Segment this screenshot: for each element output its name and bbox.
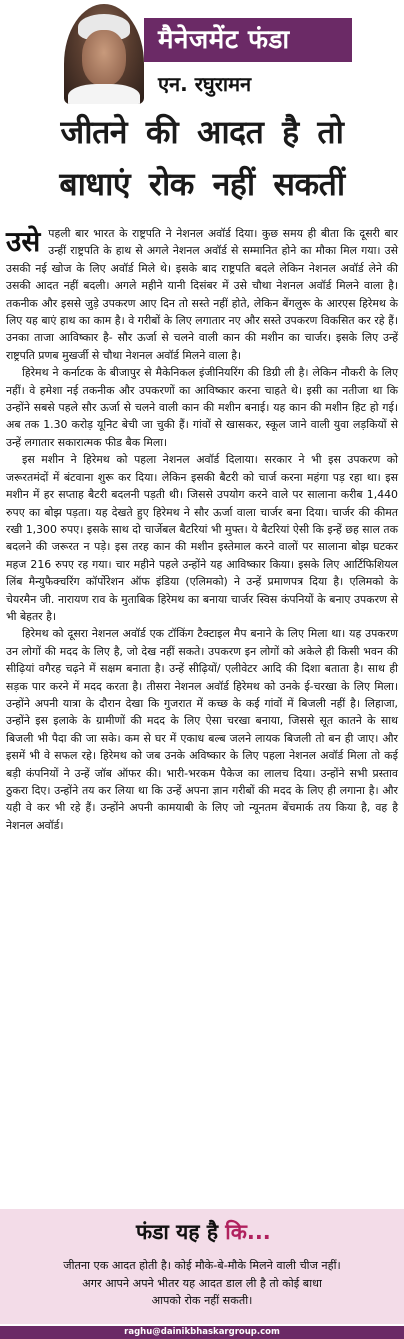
funda-title-ki: कि... xyxy=(225,1220,271,1244)
author-photo xyxy=(64,4,144,104)
funda-title xyxy=(136,1218,271,1246)
funda-line-1: जीतना एक आदत होती है। कोई मौके-बे-मौके मिलने वाली चीज नहीं। xyxy=(63,1259,341,1272)
paragraph-text: पहली बार भारत के राष्ट्रपति ने नेशनल अवॉर्ड दिया। कुछ समय ही बीता कि दूसरी बार उन्हीं राष्ट्रपति के हाथ से अगले नेशनल अवॉर्ड से सम्मानित होने का मौका मिल गया। उसे उसकी नई खोज के लिए अवॉर्ड मिले थे। इसके बाद राष्ट्रपति बदले लेकिन नेशनल अवॉर्ड लेने की उसकी आदत नहीं बदली। अगले महीने यानी दिसंबर में उसे चौथा नेशनल अवॉर्ड मिलने वाला है। तकनीक और इससे जुड़े उपकरण आए दिन तो सस्ते नहीं होते, लेकिन बेंगलुरू के आरएस हिरेमथ के लिए यह बाएं हाथ का काम है। वे गरीबों के लिए लगातार नए और सस्ते उपकरण विकसित कर रहे हैं। उनका ताजा आविष्कार है- सौर ऊर्जा से चलने वाली कान की मशीन का चार्जर। इसके लिए उन्हें राष्ट्रपति प्रणब मुखर्जी से चौथा नेशनल अवॉर्ड मिलने वाला है। xyxy=(6,227,398,362)
article-paragraph: हिरेमथ ने कर्नाटक के बीजापुर से मैकेनिकल इंजीनियरिंग की डिग्री ली है। लेकिन नौकरी के लिए नहीं। वे हमेशा नई तकनीक और उपकरणों का आविष्कार करना चाहते थे। इसी का नतीजा था कि उन्होंने सबसे पहले सौर ऊर्जा से चलने वाली कान की मशीन बनाई। यह कान की मशीन हिट हो गई। अब तक 1.30 करोड़ यूनिट बेची जा चुकी हैं। गांवों से खासकर, स्कूल जाने वाली युवा लड़कियों से उन्हें लगातार सकारात्मक फीड बैक मिला। xyxy=(6,366,398,449)
headline-line-1: जीतने की आदत है तो xyxy=(60,113,344,151)
article-paragraph: हिरेमथ को दूसरा नेशनल अवॉर्ड एक टॉकिंग टैक्टाइल मैप बनाने के लिए मिला था। यह उपकरण उन लोगों की मदद के लिए है, जो देख नहीं सकते। उपकरण इन लोगों को अकेले ही किसी भवन की सीढ़ियां वगैरह चढ़ने में सक्षम बनाता है। उन्हें सीढ़ियों/ एलीवेटर आदि की दिशा बताता है। साथ ही सड़क पार करने में मदद करता है। तीसरा नेशनल अवॉर्ड हिरेमथ को उनके ई-चरखा के लिए मिला। उन्होंने अपनी यात्रा के दौरान देखा कि गुजरात में कच्छ के कई गांवों में बिजली नहीं है। लिहाजा, उन्होंने इस इलाके के ग्रामीणों की मदद के लिए ऐसा चरखा बनाया, जिससे सूत कातने के साथ बिजली भी पैदा की जा सके। कम से घर में एकाध बल्ब जलने लायक बिजली तो बन ही जाए। और इसमें भी वे सफल रहे। हिरेमथ को जब उनके अविष्कार के लिए पहला नेशनल अवॉर्ड मिला तो कई बड़ी कंपनियों ने उन्हें जॉब ऑफर की। भारी-भरकम पैकेज का लालच दिया। उन्होंने सभी प्रस्ताव ठुकरा दिए। उन्होंने तय कर लिया था कि उन्हें अपना ज्ञान गरीबों की मदद के लिए ही लगाना है। और यही वे कर भी रहे हैं। उन्होंने अपनी कामयाबी के लिए जो न्यूनतम बेंचमार्क तय किया है, वह है नेशनल अवॉर्ड। xyxy=(6,627,398,832)
funda-title-prefix: फंडा यह है xyxy=(136,1220,226,1244)
column-title: मैनेजमेंट फंडा xyxy=(144,18,352,62)
article-body xyxy=(6,225,398,834)
headline xyxy=(0,106,404,210)
column-header xyxy=(0,0,404,108)
funda-text xyxy=(0,1257,404,1310)
article-paragraph: इस मशीन ने हिरेमथ को पहला नेशनल अवॉर्ड दिलाया। सरकार ने भी इस उपकरण को जरूरतमंदों में बंटवाना शुरू कर दिया। लेकिन इसकी बैटरी को चार्ज करना महंगा पड़ रहा था। इस मशीन में हर सप्ताह बैटरी बदलनी पड़ती थी। जिससे उपयोग करने वाले पर सालाना करीब 1,440 रुपए का बोझ पड़ता। यह देखते हुए हिरेमथ ने सौर ऊर्जा वाला चार्जर बना दिया। चार्जर की कीमत रखी 1,300 रुपए। इसके साथ दो चार्जेबल बैटरियां भी मुफ्त। ये बैटरियां ऐसी कि इन्हें छह साल तक बदलने की जरूरत न पड़े। इस तरह कान की मशीन इस्तेमाल करने वालों पर सालाना बोझ घटकर महज 216 रुपए रह गया। चार महीने पहले उन्होंने यह आविष्कार किया। इसके लिए आर्टिफिशियल लिंब मैन्युफैक्चरिंग कॉर्पोरेशन ऑफ इंडिया (एलिमको) ने उन्हें प्रमाणपत्र दिया है। एलिमको के चेयरमैन जी. नारायण राव के मुताबिक हिरेमथ का बनाया चार्जर स्विस कंपनियों के बनाए उपकरण से भी बेहतर है। xyxy=(6,453,398,623)
headline-line-2: बाधाएं रोक नहीं सकतीं xyxy=(59,165,345,203)
article-paragraph xyxy=(6,225,398,364)
funda-line-3: आपको रोक नहीं सकती। xyxy=(151,1294,253,1307)
funda-line-2: अगर आपने अपने भीतर यह आदत डाल ली है तो कोई बाधा xyxy=(82,1276,322,1290)
dropcap: उसे xyxy=(6,225,41,258)
author-name: एन. रघुरामन xyxy=(158,72,252,96)
footer-email[interactable]: raghu@dainikbhaskargroup.com xyxy=(0,1326,404,1339)
